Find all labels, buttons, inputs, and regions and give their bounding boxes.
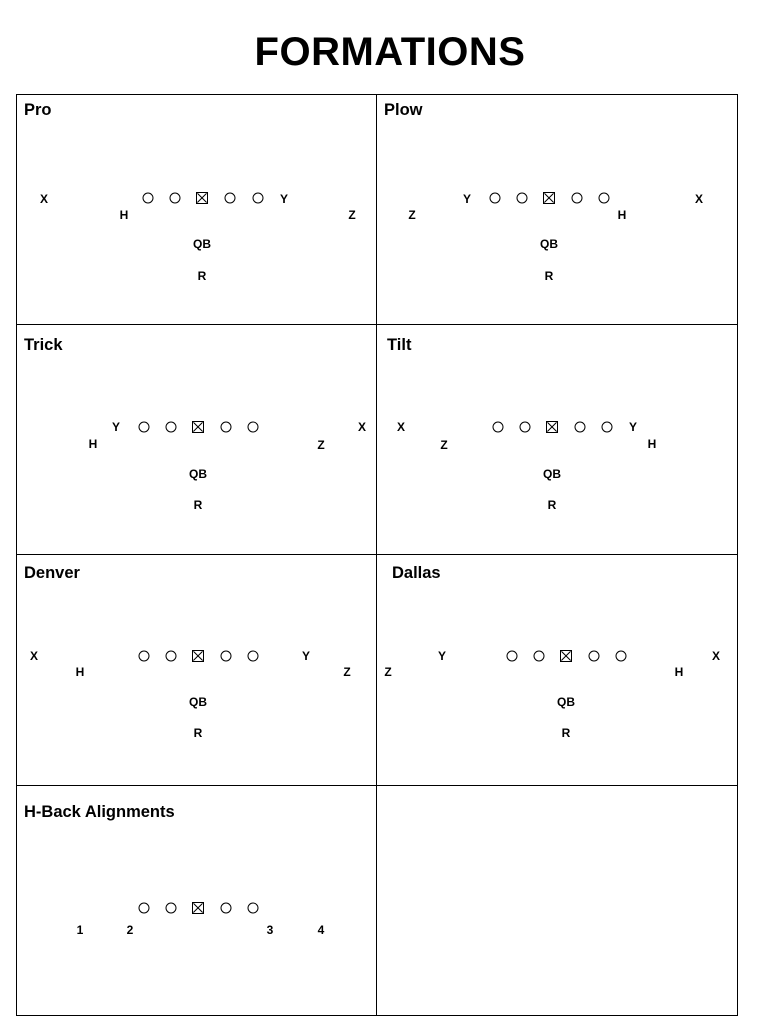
lineman-left-tackle [139,903,150,914]
grid-vertical-divider [376,94,377,1016]
alignment-2: 2 [126,923,134,937]
player-qb: QB [189,695,207,709]
lineman-left-guard [534,651,545,662]
player-y: Y [301,649,311,663]
grid-row-divider [16,324,738,325]
player-z: Z [343,665,351,679]
player-h: H [647,437,657,451]
alignment-4: 4 [317,923,325,937]
center-marker [543,192,555,204]
lineman-left-guard [517,193,528,204]
lineman-right-tackle [253,193,264,204]
player-x: X [29,649,39,663]
player-r: R [193,726,203,740]
player-y: Y [437,649,447,663]
player-x: X [711,649,721,663]
lineman-left-guard [166,903,177,914]
page-title: FORMATIONS [254,30,526,74]
player-qb: QB [189,467,207,481]
lineman-right-guard [589,651,600,662]
formations-grid [16,94,738,1016]
player-r: R [544,269,554,283]
lineman-left-guard [166,651,177,662]
center-marker [546,421,558,433]
center-marker [192,421,204,433]
formation-title: H-Back Alignments [24,803,175,821]
player-r: R [547,498,557,512]
lineman-right-guard [572,193,583,204]
center-marker [192,650,204,662]
formation-title: Pro [24,101,52,119]
player-r: R [561,726,571,740]
lineman-right-guard [221,651,232,662]
lineman-right-tackle [616,651,627,662]
lineman-left-guard [520,422,531,433]
grid-row-divider [16,554,738,555]
player-x: X [357,420,367,434]
lineman-right-guard [575,422,586,433]
grid-row-divider [16,785,738,786]
lineman-right-guard [221,422,232,433]
lineman-right-guard [221,903,232,914]
player-x: X [39,192,49,206]
lineman-right-tackle [248,651,259,662]
formation-title: Trick [24,336,63,354]
lineman-left-tackle [139,422,150,433]
player-x: X [396,420,406,434]
formation-title: Dallas [392,564,441,582]
center-marker [196,192,208,204]
lineman-left-tackle [143,193,154,204]
center-marker [560,650,572,662]
lineman-left-tackle [493,422,504,433]
lineman-left-tackle [490,193,501,204]
player-y: Y [111,420,121,434]
alignment-3: 3 [266,923,274,937]
alignment-1: 1 [76,923,84,937]
player-qb: QB [543,467,561,481]
formation-title: Tilt [387,336,412,354]
player-r: R [193,498,203,512]
lineman-left-guard [170,193,181,204]
player-h: H [617,208,627,222]
formation-title: Plow [384,101,423,119]
player-y: Y [628,420,638,434]
player-z: Z [348,208,356,222]
player-x: X [694,192,704,206]
player-y: Y [462,192,472,206]
player-z: Z [408,208,416,222]
player-z: Z [440,438,448,452]
player-qb: QB [557,695,575,709]
player-z: Z [317,438,325,452]
formation-title: Denver [24,564,80,582]
lineman-right-tackle [602,422,613,433]
lineman-right-tackle [248,903,259,914]
lineman-left-guard [166,422,177,433]
lineman-right-guard [225,193,236,204]
player-h: H [674,665,684,679]
player-r: R [197,269,207,283]
player-h: H [119,208,129,222]
player-h: H [88,437,98,451]
lineman-left-tackle [139,651,150,662]
lineman-right-tackle [599,193,610,204]
lineman-right-tackle [248,422,259,433]
player-z: Z [384,665,392,679]
player-qb: QB [193,237,211,251]
player-qb: QB [540,237,558,251]
center-marker [192,902,204,914]
player-h: H [75,665,85,679]
lineman-left-tackle [507,651,518,662]
player-y: Y [279,192,289,206]
